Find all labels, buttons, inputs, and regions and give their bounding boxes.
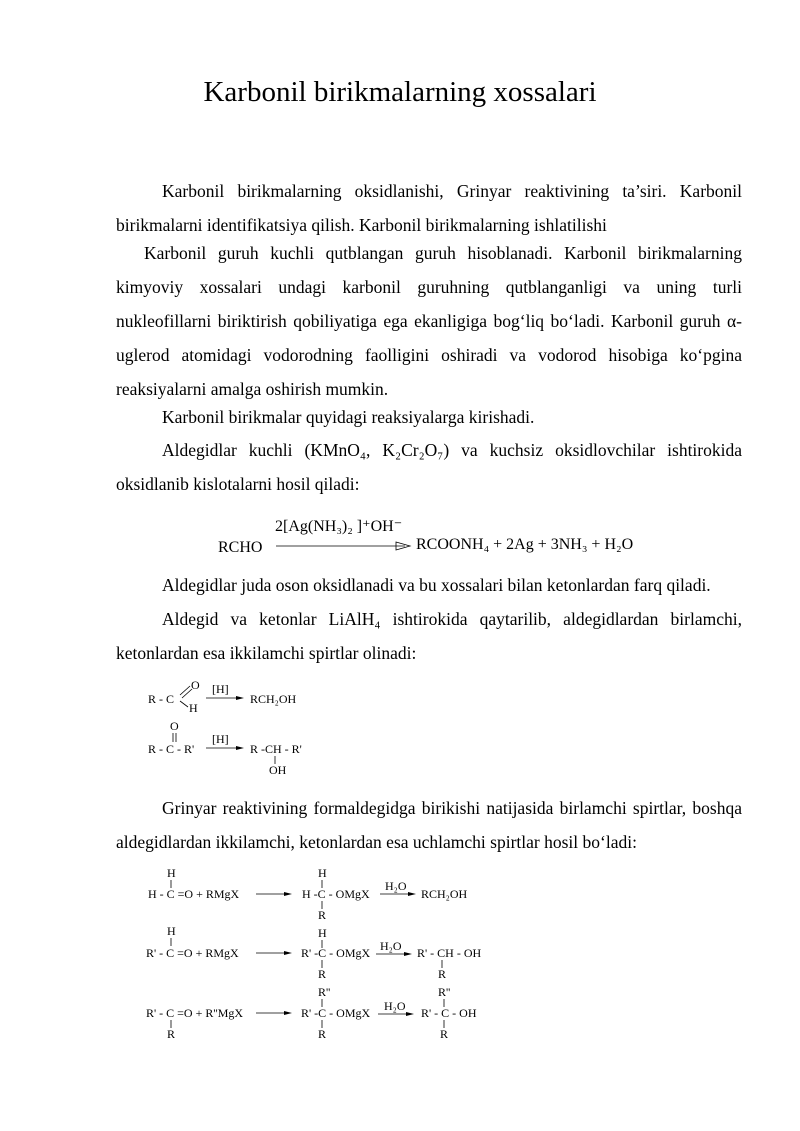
- eq3-row2-mid: R' -C - OMgX: [301, 946, 371, 960]
- eq2-r1-left: R - C: [148, 692, 175, 706]
- eq3-row1-cond: H₂O: [385, 879, 407, 893]
- eq2-r2-prod: R -CH - R': [250, 742, 302, 756]
- eq2-r1-h: H: [189, 701, 198, 715]
- eq3-row3-left-bot: R: [167, 1027, 176, 1041]
- eq3-row2-prod: R' - CH - OH: [417, 946, 482, 960]
- paragraph-reduction: Aldegid va ketonlar LiAlH₄ ishtirokida qaytarilib, aldegidlardan birlamchi, ketonlardan esa ikkilamchi spirtlar olinadi:: [116, 609, 742, 663]
- eq3-row3-mid-top: R'': [318, 985, 331, 999]
- eq1-reagent: 2[Ag(NH₃)₂ ]⁺OH⁻: [275, 518, 403, 535]
- eq3-row1-prod: RCH₂OH: [421, 887, 468, 901]
- eq3-row1-mid-top: H: [318, 866, 327, 880]
- eq3-row3-prod-top: R'': [438, 985, 451, 999]
- eq2-r2-oh: OH: [269, 763, 287, 777]
- eq3-row1-left: H - C =O + RMgX: [148, 887, 240, 901]
- paragraph-intro: Karbonil birikmalarning oksidlanishi, Grinyar reaktivining ta’siri. Karbonil birikmalarni identifikatsiya qilish. Karbonil birikmalarning ishlatilishi: [116, 181, 742, 235]
- page-title: Karbonil birikmalarning xossalari: [203, 76, 597, 108]
- eq3-row3-left: R' - C =O + R''MgX: [146, 1006, 244, 1020]
- eq3-row1-mid: H -C - OMgX: [302, 887, 370, 901]
- eq2-r1-prod: RCH₂OH: [250, 692, 297, 706]
- eq2-r2-o: O: [170, 719, 179, 733]
- eq3-row2-mid-top: H: [318, 926, 327, 940]
- eq3-row3-prod: R' - C - OH: [421, 1006, 477, 1020]
- paragraph-aldehyde-oxidation: Aldegidlar juda oson oksidlanadi va bu xossalari bilan ketonlardan farq qiladi.: [162, 575, 711, 595]
- eq2-r2-left: R - C - R': [148, 742, 195, 756]
- eq3-row3-mid-bot: R: [318, 1027, 327, 1041]
- eq1-reactant: RCHO: [218, 539, 263, 556]
- eq2-r1-o: O: [191, 678, 200, 692]
- eq3-row2-mid-bot: R: [318, 967, 327, 981]
- eq2-r2-cond: [H]: [212, 732, 229, 746]
- eq3-row3-prod-bot: R: [440, 1027, 449, 1041]
- eq2-r1-cond: [H]: [212, 682, 229, 696]
- eq3-row2-prod-bot: R: [438, 967, 447, 981]
- paragraph-reactions: Karbonil birikmalar quyidagi reaksiyalarga kirishadi.: [162, 407, 535, 427]
- eq3-row3-cond: H₂O: [384, 999, 406, 1013]
- eq1-product: RCOONH₄ + 2Ag + 3NH₃ + H₂O: [416, 536, 634, 553]
- paragraph-carbonyl-group: Karbonil guruh kuchli qutblangan guruh hisoblanadi. Karbonil birikmalarning kimyoviy xossalari undagi karbonil guruhning qutblanganligi va uning turli nukleofillarni biriktirish qobiliyatiga ega ekanligiga bog‘liq bo‘ladi. Karbonil guruh α-uglerod atomidagi vodorodning faolligini oshiradi va vodorod hisobiga ko‘pgina reaksiyalarni amalga oshirish mumkin.: [116, 243, 742, 399]
- paragraph-grignard: Grinyar reaktivining formaldegidga birikishi natijasida birlamchi spirtlar, boshqa aldegidlardan ikkilamchi, ketonlardan esa uchlamchi spirtlar hosil bo‘ladi:: [116, 798, 742, 852]
- eq3-row1-mid-bot: R: [318, 908, 327, 922]
- eq3-row1-h: H: [167, 866, 176, 880]
- eq3-row2-cond: H₂O: [380, 939, 402, 953]
- eq3-row2-left: R' - C =O + RMgX: [146, 946, 239, 960]
- eq3-row2-h: H: [167, 924, 176, 938]
- paragraph-oxidation: Aldegidlar kuchli (KMnO₄, K₂Cr₂O₇) va kuchsiz oksidlovchilar ishtirokida oksidlanib kislotalarni hosil qiladi:: [116, 440, 742, 494]
- eq3-row3-mid: R' -C - OMgX: [301, 1006, 371, 1020]
